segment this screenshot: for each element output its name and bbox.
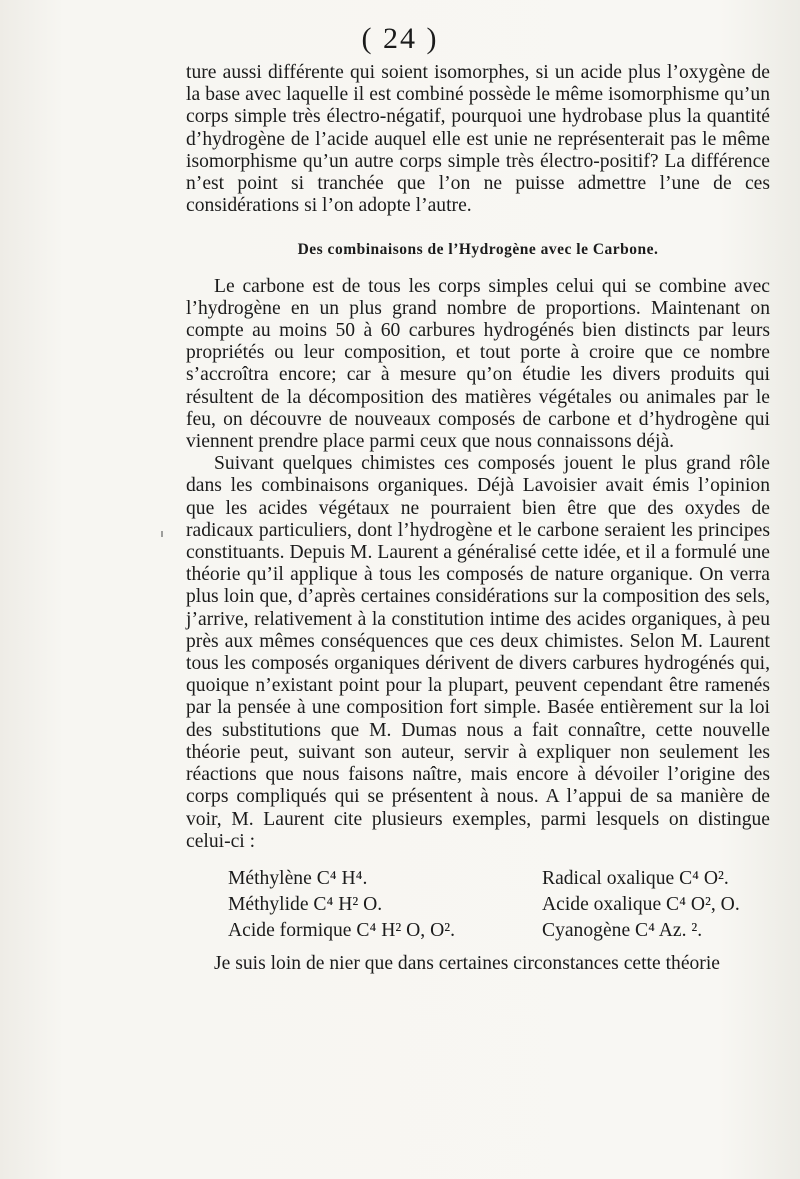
formula-left: Méthylide C⁴ H² O.: [228, 893, 383, 915]
formula-right: Acide oxalique C⁴ O², O.: [542, 893, 740, 915]
section-heading: Des combinaisons de l’Hydrogène avec le Carbone.: [297, 241, 659, 259]
formula-left: Méthylène C⁴ H⁴.: [228, 867, 368, 889]
margin-mark: [161, 531, 163, 537]
formula-left: Acide formique C⁴ H² O, O².: [228, 919, 455, 941]
paragraph: Suivant quelques chimistes ces composés jouent le plus grand rôle dans les combinaisons organiques. Déjà Lavoisier avait émis l’opinion que les acides végétaux ne pourraient bien être que des oxydes de radicaux particuliers, dont l’hydrogène et le carbone seraient les principes constituants. Depuis M. Laurent a généralisé cette idée, et il a formulé une théorie qu’il applique à tous les composés de nature organique. On verra plus loin que, d’après certaines considérations sur la composition des sels, j’arrive, relativement à la constitution intime des acides organiques, à peu près aux mêmes conséquences que ces deux chimistes. Selon M. Laurent tous les composés organiques dérivent de divers carbures hydrogénés qui, quoique n’existant point pour la plupart, peuvent cependant être ramenés par la pensée à une composition fort simple. Basée entièrement sur la loi des substitutions que M. Dumas nous a fait connaître, cette nouvelle théorie peut, suivant son auteur, servir à expliquer non seulement les réactions que nous faisons naître, mais encore à dévoiler l’origine des corps compliqués qui se présentent à nous. A l’appui de sa manière de voir, M. Laurent cite plusieurs exemples, parmi lesquels on distingue celui-ci :: [186, 453, 770, 852]
paragraph: Le carbone est de tous les corps simples celui qui se combine avec l’hydrogène en un plus grand nombre de proportions. Maintenant on compte au moins 50 à 60 carbures hydrogénés bien distincts par leurs propriétés ou leur composition, et tout porte à croire que ce nombre s’accroîtra encore; car à mesure qu’on étudie les divers produits qui résultent de la décomposition des matières végétales ou animales par le feu, on découvre de nouveaux composés de carbone et d’hydrogène qui viennent prendre place parmi ceux que nous connaissons déjà.: [186, 275, 770, 453]
paragraph: Je suis loin de nier que dans certaines circonstances cette théorie: [214, 952, 720, 974]
text-body: [186, 62, 770, 975]
formula-right: Cyanogène C⁴ Az. ².: [542, 919, 703, 941]
page-number: ( 24 ): [361, 22, 439, 55]
formula-right: Radical oxalique C⁴ O².: [542, 867, 729, 889]
formula-table: [186, 867, 770, 943]
paragraph: ture aussi différente qui soient isomorphes, si un acide plus l’oxygène de la base avec laquelle il est combiné possède le même isomorphisme qu’un corps simple très électro-négatif, pourquoi une hydrobase plus la quantité d’hydrogène de l’acide auquel elle est unie ne représenterait pas le même isomorphisme qu’un autre corps simple très électro-positif? La différence n’est point si tranchée que l’on ne puisse admettre l’une de ces considérations si l’on adopte l’autre.: [186, 62, 770, 217]
